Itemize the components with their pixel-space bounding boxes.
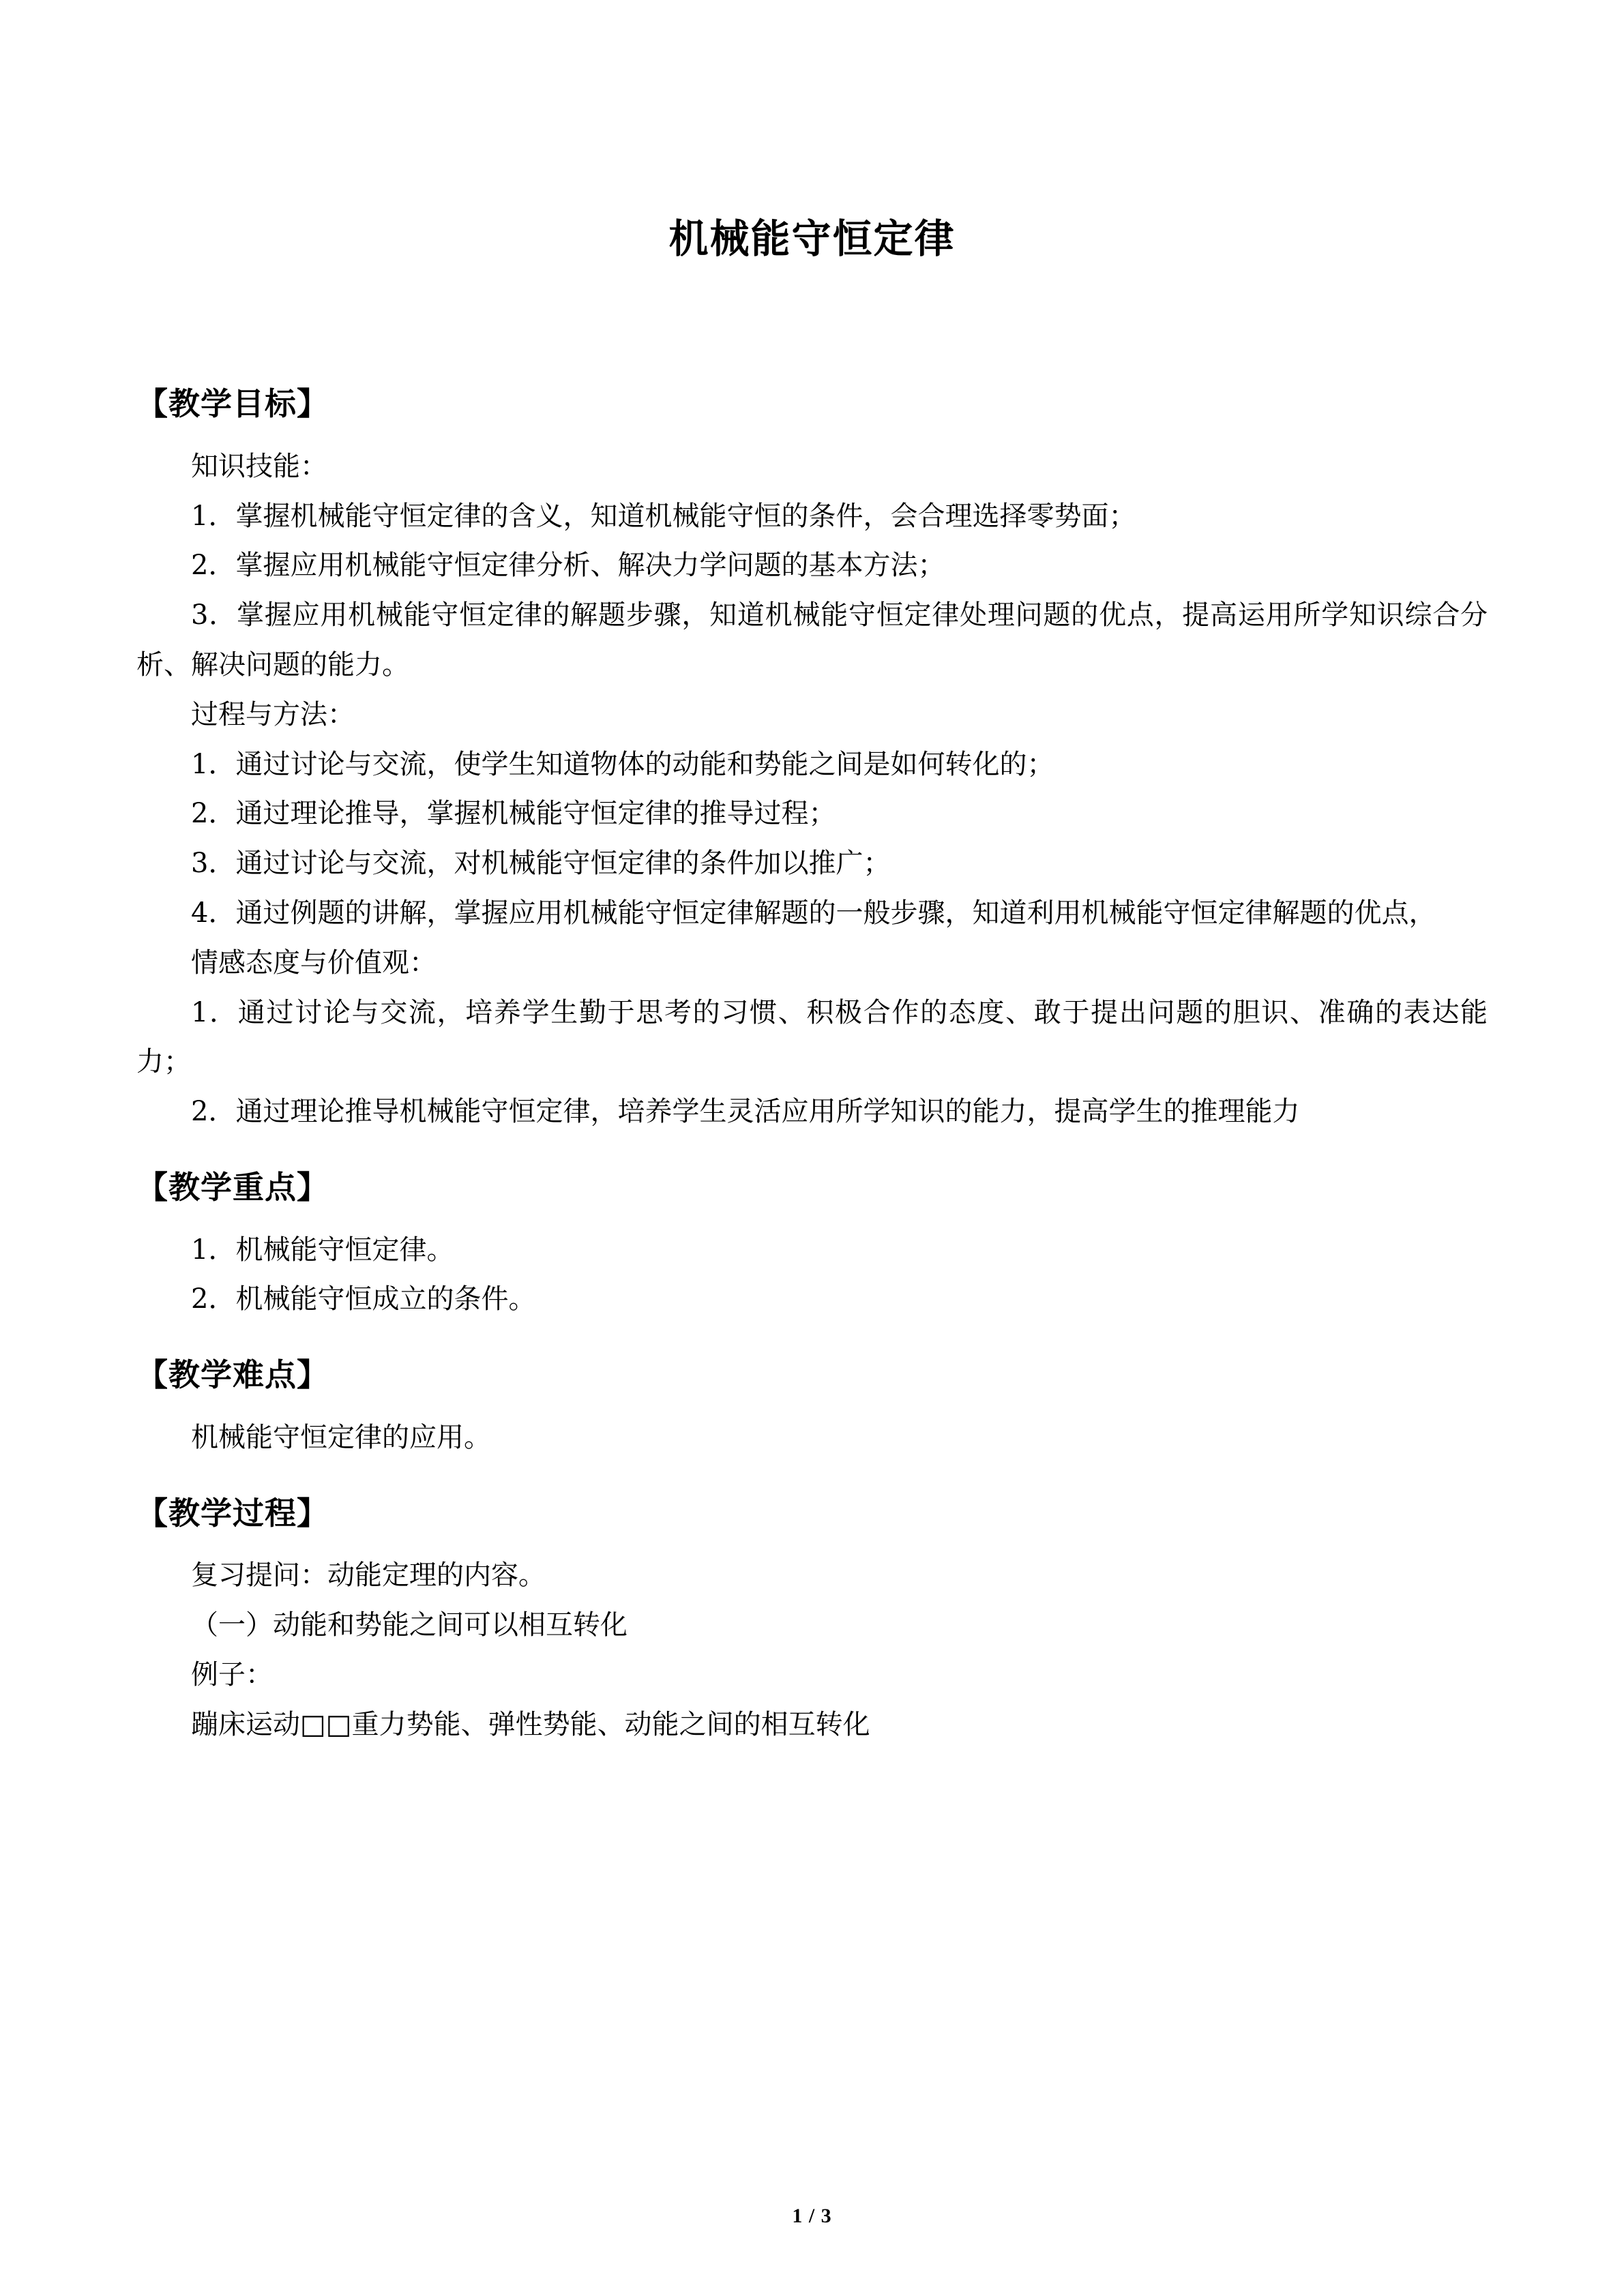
paragraph: 1．通过讨论与交流，使学生知道物体的动能和势能之间是如何转化的； bbox=[191, 748, 1054, 780]
paragraph: 情感态度与价值观： bbox=[191, 946, 437, 979]
paragraph: 1．通过讨论与交流，培养学生勤于思考的习惯、积极合作的态度、敢于提出问题的胆识、准确的表达能力； bbox=[136, 996, 1488, 1078]
paragraph: 复习提问：动能定理的内容。 bbox=[191, 1560, 546, 1592]
paragraph: 2．通过理论推导，掌握机械能守恒定律的推导过程； bbox=[191, 798, 836, 830]
paragraph: 过程与方法： bbox=[191, 698, 355, 730]
paragraph: 2．机械能守恒成立的条件。 bbox=[191, 1283, 536, 1315]
paragraph: 4．通过例题的讲解，掌握应用机械能守恒定律解题的一般步骤，知道利用机械能守恒定律解题的优点， bbox=[191, 897, 1436, 929]
section-heading-key-points: 【教学重点】 bbox=[136, 1168, 329, 1206]
section-body-difficulties bbox=[136, 1413, 1488, 1463]
paragraph: 1．掌握机械能守恒定律的含义，知道机械能守恒的条件，会合理选择零势面； bbox=[191, 500, 1136, 532]
paragraph: （一）动能和势能之间可以相互转化 bbox=[191, 1609, 628, 1641]
paragraph: 机械能守恒定律的应用。 bbox=[191, 1421, 491, 1453]
section-body-objectives bbox=[136, 442, 1488, 1137]
section-heading-process: 【教学过程】 bbox=[136, 1494, 329, 1532]
paragraph: 2．掌握应用机械能守恒定律分析、解决力学问题的基本方法； bbox=[191, 550, 945, 582]
section-body-process bbox=[136, 1551, 1488, 1749]
page-title: 机械能守恒定律 bbox=[668, 215, 956, 262]
paragraph: 3．通过讨论与交流，对机械能守恒定律的条件加以推广； bbox=[191, 848, 891, 880]
paragraph: 1．机械能守恒定律。 bbox=[191, 1234, 454, 1266]
paragraph: 蹦床运动□□重力势能、弹性势能、动能之间的相互转化 bbox=[191, 1708, 870, 1740]
paragraph: 例子： bbox=[191, 1658, 273, 1690]
paragraph: 知识技能： bbox=[191, 450, 327, 482]
section-heading-difficulties: 【教学难点】 bbox=[136, 1356, 329, 1394]
section-body-key-points bbox=[136, 1225, 1488, 1325]
page-footer: 1 / 3 bbox=[792, 2205, 832, 2227]
section-heading-objectives: 【教学目标】 bbox=[136, 385, 329, 423]
paragraph: 2．通过理论推导机械能守恒定律，培养学生灵活应用所学知识的能力，提高学生的推理能力 bbox=[191, 1096, 1300, 1128]
paragraph: 3．掌握应用机械能守恒定律的解题步骤，知道机械能守恒定律处理问题的优点，提高运用所学知识综合分析、解决问题的能力。 bbox=[136, 599, 1488, 681]
